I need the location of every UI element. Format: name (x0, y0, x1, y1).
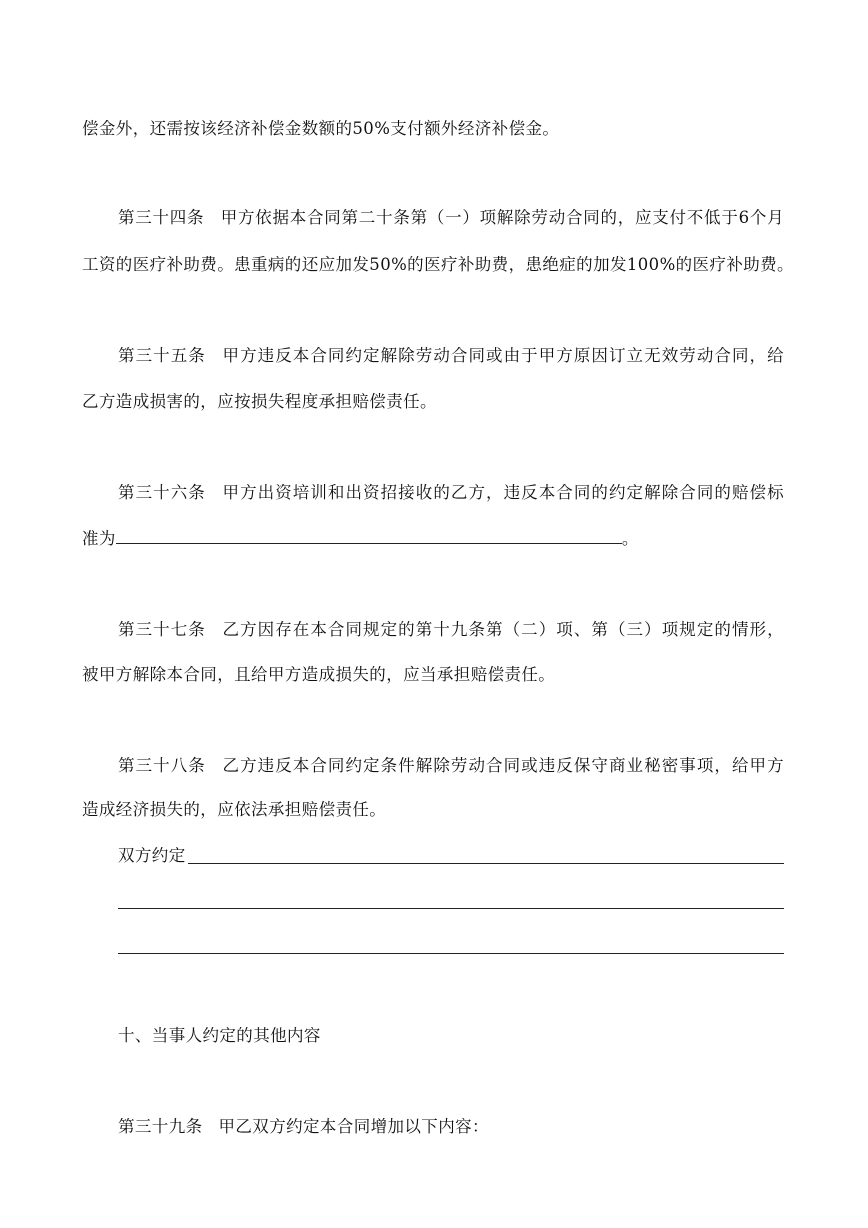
article-38-line-2: 造成经济损失的，应依法承担赔偿责任。 (82, 800, 387, 819)
article-36-suffix: 。 (621, 529, 639, 548)
article-34-text: 甲方依据本合同第二十条第（一）项解除劳动合同的，应支付不低于6个月 (220, 208, 785, 227)
article-37-number: 第三十七条 (118, 620, 206, 639)
article-36-line-2 (82, 528, 639, 550)
article-34-line-1 (118, 207, 784, 229)
section-10-heading: 十、当事人约定的其他内容 (118, 1026, 321, 1045)
article-39-line-1 (118, 1116, 489, 1138)
article-36-line-1 (118, 482, 784, 504)
article-37-line-2: 被甲方解除本合同，且给甲方造成损失的，应当承担赔偿责任。 (82, 665, 556, 684)
paragraph-continuation: 偿金外，还需按该经济补偿金数额的50%支付额外经济补偿金。 (82, 119, 560, 138)
article-39-number: 第三十九条 (118, 1117, 203, 1136)
article-35-line-1 (118, 345, 784, 367)
article-38-line-1 (118, 755, 784, 777)
article-35-line-2: 乙方造成损害的，应按损失程度承担赔偿责任。 (82, 392, 437, 411)
article-38-number: 第三十八条 (118, 756, 206, 775)
mutual-agreement-label: 双方约定 (118, 846, 186, 865)
article-34-line-2: 工资的医疗补助费。患重病的还应加发50%的医疗补助费，患绝症的加发100%的医疗补助费。 (82, 255, 794, 274)
article-38-text: 乙方违反本合同约定条件解除劳动合同或违反保守商业秘密事项，给甲方 (221, 756, 784, 775)
article-39-text: 甲乙双方约定本合同增加以下内容： (218, 1117, 489, 1136)
article-37-text: 乙方因存在本合同规定的第十九条第（二）项、第（三）项规定的情形， (221, 620, 784, 639)
article-34-number: 第三十四条 (118, 208, 205, 227)
blank-line-mutual-2[interactable] (118, 908, 784, 909)
article-36-prefix: 准为 (82, 529, 116, 548)
article-37-line-1 (118, 619, 784, 641)
article-35-number: 第三十五条 (118, 346, 206, 365)
blank-line-mutual-1[interactable] (188, 863, 784, 864)
blank-field-compensation-standard[interactable] (116, 529, 622, 544)
article-35-text: 甲方违反本合同约定解除劳动合同或由于甲方原因订立无效劳动合同，给 (221, 346, 784, 365)
blank-line-mutual-3[interactable] (118, 953, 784, 954)
article-36-text: 甲方出资培训和出资招接收的乙方，违反本合同的约定解除合同的赔偿标 (221, 483, 784, 502)
article-36-number: 第三十六条 (118, 483, 206, 502)
